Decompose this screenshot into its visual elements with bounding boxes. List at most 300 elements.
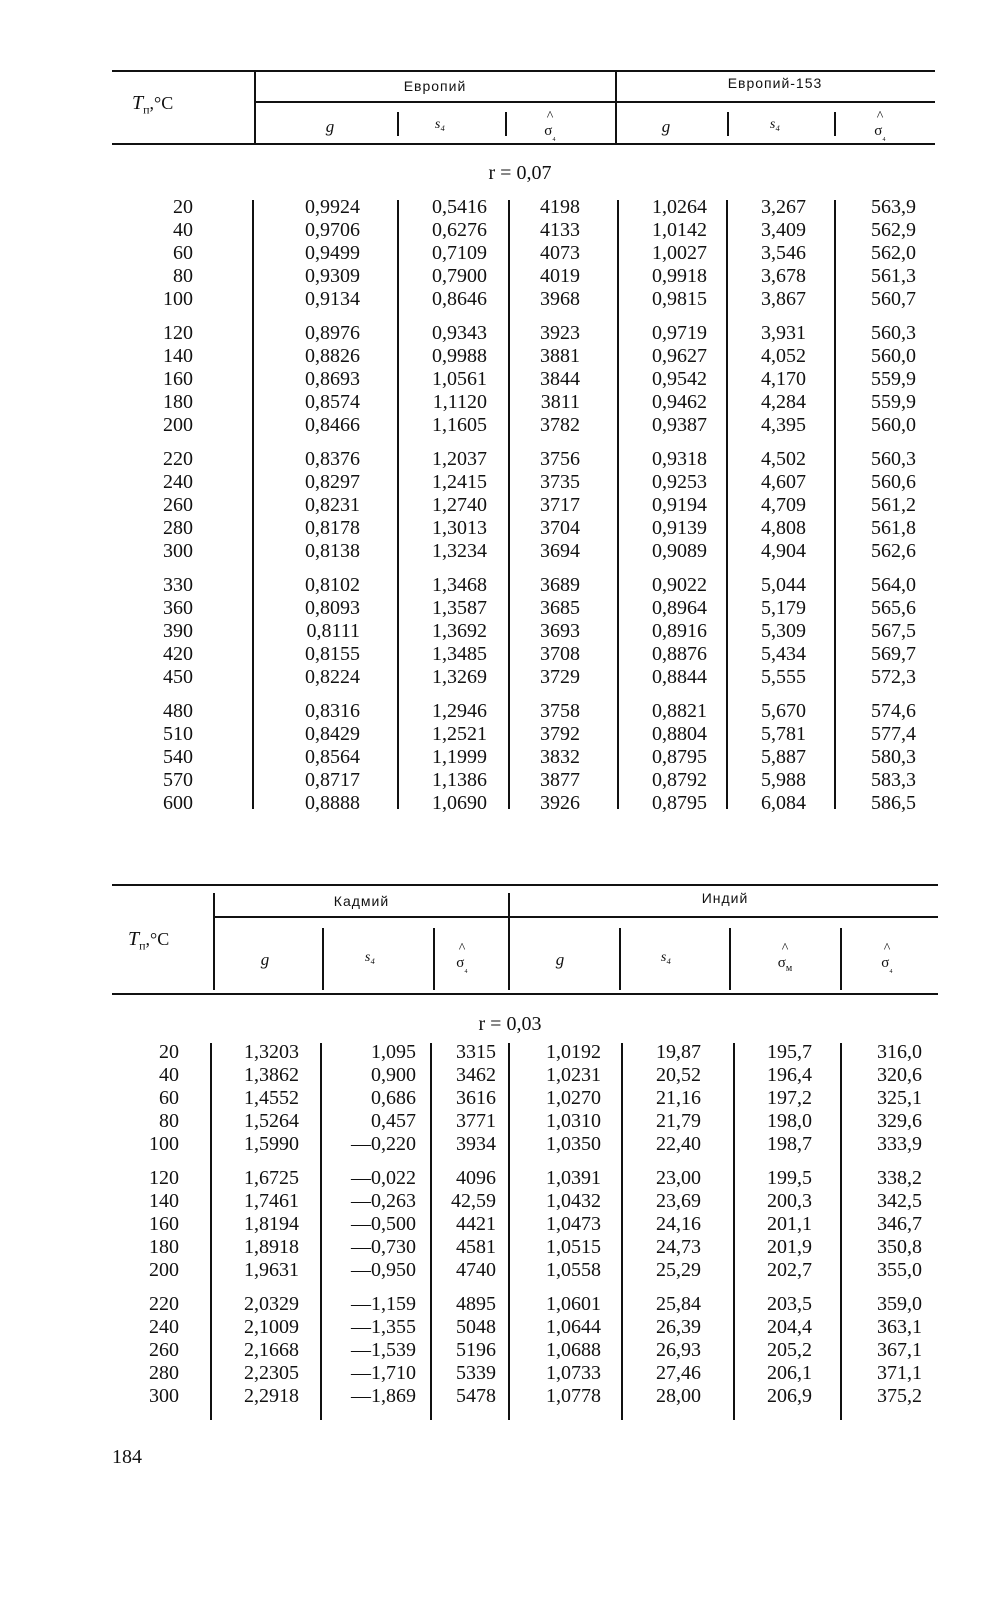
table-cell: 3694 bbox=[540, 540, 580, 562]
table-cell: —0,263 bbox=[351, 1190, 416, 1212]
table-cell: 26,39 bbox=[656, 1316, 701, 1338]
temperature-cell: 40 bbox=[173, 219, 193, 241]
table-cell: 583,3 bbox=[871, 769, 916, 791]
table-cell: 0,9719 bbox=[652, 322, 707, 344]
table2-col-sigma4-indium: ^ $\sigma_{_4}$ bbox=[881, 941, 893, 974]
table-cell: 560,0 bbox=[871, 414, 916, 436]
temperature-cell: 60 bbox=[173, 242, 193, 264]
table-cell: 572,3 bbox=[871, 666, 916, 688]
table-cell: 0,8876 bbox=[652, 643, 707, 665]
table-cell: 1,3013 bbox=[432, 517, 487, 539]
table-cell: 201,9 bbox=[767, 1236, 812, 1258]
table-cell: 0,8888 bbox=[305, 792, 360, 814]
table-cell: 1,3269 bbox=[432, 666, 487, 688]
table1-row-header: $T_п,^\circ С$ bbox=[132, 92, 174, 117]
temperature-cell: 280 bbox=[149, 1362, 179, 1384]
table-cell: 1,3862 bbox=[244, 1064, 299, 1086]
table-cell: 0,9387 bbox=[652, 414, 707, 436]
temperature-cell: 220 bbox=[163, 448, 193, 470]
temperature-cell: 360 bbox=[163, 597, 193, 619]
table-cell: 1,2037 bbox=[432, 448, 487, 470]
table-cell: 559,9 bbox=[871, 391, 916, 413]
table-cell: 206,1 bbox=[767, 1362, 812, 1384]
table-cell: 27,46 bbox=[656, 1362, 701, 1384]
table1-col-s4: s₄ bbox=[434, 117, 446, 132]
table-cell: 562,6 bbox=[871, 540, 916, 562]
table-cell: 204,4 bbox=[767, 1316, 812, 1338]
table-cell: 4581 bbox=[456, 1236, 496, 1258]
table2-header-divider bbox=[840, 928, 842, 990]
table1-col-g: g bbox=[325, 117, 335, 136]
table-cell: 205,2 bbox=[767, 1339, 812, 1361]
table2-body-divider bbox=[508, 1043, 510, 1420]
table-cell: 3462 bbox=[456, 1064, 496, 1086]
table-cell: 3877 bbox=[540, 769, 580, 791]
table-cell: 3,546 bbox=[761, 242, 806, 264]
table-cell: 1,0561 bbox=[432, 368, 487, 390]
table-cell: 5339 bbox=[456, 1362, 496, 1384]
table-cell: 196,4 bbox=[767, 1064, 812, 1086]
table-cell: 3881 bbox=[540, 345, 580, 367]
table-cell: 24,16 bbox=[656, 1213, 701, 1235]
table-cell: 1,0432 bbox=[546, 1190, 601, 1212]
table-cell: 3756 bbox=[540, 448, 580, 470]
temperature-cell: 240 bbox=[163, 471, 193, 493]
table-cell: 3729 bbox=[540, 666, 580, 688]
table-cell: 0,7109 bbox=[432, 242, 487, 264]
table-cell: 4,607 bbox=[761, 471, 806, 493]
table-cell: 4019 bbox=[540, 265, 580, 287]
table-cell: 5,044 bbox=[761, 574, 806, 596]
table-cell: 25,84 bbox=[656, 1293, 701, 1315]
temperature-cell: 140 bbox=[149, 1190, 179, 1212]
table-cell: 3,867 bbox=[761, 288, 806, 310]
table-cell: 2,0329 bbox=[244, 1293, 299, 1315]
temperature-cell: 480 bbox=[163, 700, 193, 722]
table-cell: 198,0 bbox=[767, 1110, 812, 1132]
table2-group-rule bbox=[215, 916, 938, 918]
table-cell: 4,502 bbox=[761, 448, 806, 470]
table-cell: 3792 bbox=[540, 723, 580, 745]
table-cell: 1,1605 bbox=[432, 414, 487, 436]
table-cell: 1,3587 bbox=[432, 597, 487, 619]
table-cell: 567,5 bbox=[871, 620, 916, 642]
table2-group-cadmium: Кадмий bbox=[333, 893, 390, 909]
table-cell: 1,2521 bbox=[432, 723, 487, 745]
table2-header-divider bbox=[508, 893, 510, 990]
temperature-cell: 100 bbox=[163, 288, 193, 310]
table-cell: 1,3203 bbox=[244, 1041, 299, 1063]
table-cell: 1,8194 bbox=[244, 1213, 299, 1235]
table-cell: 1,0310 bbox=[546, 1110, 601, 1132]
temperature-cell: 330 bbox=[163, 574, 193, 596]
table-cell: 0,8093 bbox=[305, 597, 360, 619]
table1-col-sigma4: ^ $\sigma_{_4}$ bbox=[544, 109, 556, 142]
table-cell: —0,730 bbox=[351, 1236, 416, 1258]
table-cell: 4421 bbox=[456, 1213, 496, 1235]
table1-group-europium: Европий bbox=[403, 78, 467, 94]
table-cell: 3616 bbox=[456, 1087, 496, 1109]
table-cell: 1,0644 bbox=[546, 1316, 601, 1338]
table-cell: 320,6 bbox=[877, 1064, 922, 1086]
table-cell: 0,8138 bbox=[305, 540, 360, 562]
table-cell: 0,8693 bbox=[305, 368, 360, 390]
table-cell: 20,52 bbox=[656, 1064, 701, 1086]
table-cell: 0,9309 bbox=[305, 265, 360, 287]
temperature-cell: 120 bbox=[149, 1167, 179, 1189]
page-number: 184 bbox=[112, 1446, 142, 1468]
table-cell: 577,4 bbox=[871, 723, 916, 745]
table1-header-divider bbox=[834, 112, 836, 136]
table-cell: 24,73 bbox=[656, 1236, 701, 1258]
temperature-cell: 120 bbox=[163, 322, 193, 344]
table-cell: 561,8 bbox=[871, 517, 916, 539]
table-cell: 562,9 bbox=[871, 219, 916, 241]
table-cell: 346,7 bbox=[877, 1213, 922, 1235]
temperature-cell: 20 bbox=[173, 196, 193, 218]
table2-col-s4-indium: s₄ bbox=[660, 950, 672, 965]
table1-header-divider bbox=[397, 112, 399, 136]
table-cell: 2,2918 bbox=[244, 1385, 299, 1407]
table-cell: 1,9631 bbox=[244, 1259, 299, 1281]
temperature-cell: 260 bbox=[163, 494, 193, 516]
table-cell: —0,500 bbox=[351, 1213, 416, 1235]
temperature-cell: 220 bbox=[149, 1293, 179, 1315]
table-cell: —1,710 bbox=[351, 1362, 416, 1384]
table-cell: 1,0558 bbox=[546, 1259, 601, 1281]
table-cell: 0,9918 bbox=[652, 265, 707, 287]
table-cell: 0,9499 bbox=[305, 242, 360, 264]
table-cell: 560,6 bbox=[871, 471, 916, 493]
table-cell: 1,7461 bbox=[244, 1190, 299, 1212]
table-cell: 1,0270 bbox=[546, 1087, 601, 1109]
table-cell: 25,29 bbox=[656, 1259, 701, 1281]
table-cell: 0,8231 bbox=[305, 494, 360, 516]
table-cell: 338,2 bbox=[877, 1167, 922, 1189]
table-cell: 19,87 bbox=[656, 1041, 701, 1063]
temperature-cell: 240 bbox=[149, 1316, 179, 1338]
table-cell: 0,8804 bbox=[652, 723, 707, 745]
table1-col-s4-153: s₄ bbox=[769, 117, 781, 132]
table-cell: 4895 bbox=[456, 1293, 496, 1315]
temperature-cell: 280 bbox=[163, 517, 193, 539]
table-cell: 1,5990 bbox=[244, 1133, 299, 1155]
temperature-cell: 420 bbox=[163, 643, 193, 665]
table-cell: 1,3468 bbox=[432, 574, 487, 596]
temperature-cell: 300 bbox=[163, 540, 193, 562]
table-cell: 342,5 bbox=[877, 1190, 922, 1212]
table-cell: 333,9 bbox=[877, 1133, 922, 1155]
table-cell: 5,781 bbox=[761, 723, 806, 745]
table-cell: 0,8844 bbox=[652, 666, 707, 688]
temperature-cell: 510 bbox=[163, 723, 193, 745]
table1-group-rule bbox=[255, 101, 935, 103]
table-cell: 3685 bbox=[540, 597, 580, 619]
table-cell: 203,5 bbox=[767, 1293, 812, 1315]
table-cell: 0,9462 bbox=[652, 391, 707, 413]
table2-group-indium: Индий bbox=[701, 890, 749, 906]
table-cell: —0,022 bbox=[351, 1167, 416, 1189]
table-cell: 198,7 bbox=[767, 1133, 812, 1155]
table-cell: 559,9 bbox=[871, 368, 916, 390]
table-cell: 4,808 bbox=[761, 517, 806, 539]
table-cell: 1,6725 bbox=[244, 1167, 299, 1189]
table-cell: 3704 bbox=[540, 517, 580, 539]
table-cell: 0,8466 bbox=[305, 414, 360, 436]
table-cell: 0,8964 bbox=[652, 597, 707, 619]
table-cell: 21,16 bbox=[656, 1087, 701, 1109]
table-cell: 4198 bbox=[540, 196, 580, 218]
table-cell: 1,2415 bbox=[432, 471, 487, 493]
table2-header-bottom-rule bbox=[112, 993, 938, 995]
temperature-cell: 80 bbox=[173, 265, 193, 287]
table-cell: 560,3 bbox=[871, 448, 916, 470]
table-cell: —1,355 bbox=[351, 1316, 416, 1338]
table-cell: 4,052 bbox=[761, 345, 806, 367]
table-cell: 0,8297 bbox=[305, 471, 360, 493]
table-cell: 28,00 bbox=[656, 1385, 701, 1407]
table-cell: 4,395 bbox=[761, 414, 806, 436]
table-cell: 0,8826 bbox=[305, 345, 360, 367]
table1-r-label: r = 0,07 bbox=[488, 162, 552, 184]
table-cell: 0,9924 bbox=[305, 196, 360, 218]
table-cell: 0,8574 bbox=[305, 391, 360, 413]
table1-header-divider bbox=[505, 112, 507, 136]
table-cell: 199,5 bbox=[767, 1167, 812, 1189]
table-cell: 560,3 bbox=[871, 322, 916, 344]
table-cell: 4,904 bbox=[761, 540, 806, 562]
table-cell: 3,931 bbox=[761, 322, 806, 344]
table-cell: 0,8792 bbox=[652, 769, 707, 791]
table-cell: 316,0 bbox=[877, 1041, 922, 1063]
table-cell: 560,0 bbox=[871, 345, 916, 367]
table-cell: 23,00 bbox=[656, 1167, 701, 1189]
table-cell: 5,887 bbox=[761, 746, 806, 768]
table1-col-g-153: g bbox=[661, 117, 671, 136]
table-cell: 0,8795 bbox=[652, 792, 707, 814]
table-cell: 0,8916 bbox=[652, 620, 707, 642]
table-cell: 0,8429 bbox=[305, 723, 360, 745]
table-cell: 195,7 bbox=[767, 1041, 812, 1063]
table-cell: 5,309 bbox=[761, 620, 806, 642]
temperature-cell: 160 bbox=[163, 368, 193, 390]
table-cell: 0,8717 bbox=[305, 769, 360, 791]
table-cell: 21,79 bbox=[656, 1110, 701, 1132]
temperature-cell: 80 bbox=[159, 1110, 179, 1132]
table1-top-rule bbox=[112, 70, 935, 72]
table-cell: 1,3485 bbox=[432, 643, 487, 665]
table-cell: 0,9542 bbox=[652, 368, 707, 390]
table1-body-divider bbox=[252, 200, 254, 809]
table-cell: 4096 bbox=[456, 1167, 496, 1189]
table-cell: 367,1 bbox=[877, 1339, 922, 1361]
table-cell: 0,9343 bbox=[432, 322, 487, 344]
table-cell: 565,6 bbox=[871, 597, 916, 619]
table-cell: 3,409 bbox=[761, 219, 806, 241]
table-cell: 2,1668 bbox=[244, 1339, 299, 1361]
table-cell: 0,457 bbox=[371, 1110, 416, 1132]
table-cell: 3771 bbox=[456, 1110, 496, 1132]
table-cell: 2,2305 bbox=[244, 1362, 299, 1384]
table2-r-label: r = 0,03 bbox=[478, 1013, 542, 1035]
table-cell: 26,93 bbox=[656, 1339, 701, 1361]
table-cell: 1,0027 bbox=[652, 242, 707, 264]
table-cell: —0,220 bbox=[351, 1133, 416, 1155]
table-cell: 3926 bbox=[540, 792, 580, 814]
temperature-cell: 200 bbox=[149, 1259, 179, 1281]
temperature-cell: 450 bbox=[163, 666, 193, 688]
table-cell: 4740 bbox=[456, 1259, 496, 1281]
table-cell: 22,40 bbox=[656, 1133, 701, 1155]
table-cell: 0,9134 bbox=[305, 288, 360, 310]
table-cell: 2,1009 bbox=[244, 1316, 299, 1338]
table-cell: 1,3234 bbox=[432, 540, 487, 562]
table-cell: 202,7 bbox=[767, 1259, 812, 1281]
table-cell: 0,8976 bbox=[305, 322, 360, 344]
table-cell: 4073 bbox=[540, 242, 580, 264]
table-cell: 1,0733 bbox=[546, 1362, 601, 1384]
table-cell: 375,2 bbox=[877, 1385, 922, 1407]
table2-col-sigma4: ^ $\sigma_{_4}$ bbox=[456, 941, 468, 974]
table1-body-divider bbox=[617, 200, 619, 809]
table-cell: 3708 bbox=[540, 643, 580, 665]
temperature-cell: 20 bbox=[159, 1041, 179, 1063]
table-cell: 0,8564 bbox=[305, 746, 360, 768]
table1-body-divider bbox=[508, 200, 510, 809]
table2-body-divider bbox=[840, 1043, 842, 1420]
table-cell: 0,6276 bbox=[432, 219, 487, 241]
table-cell: 1,0601 bbox=[546, 1293, 601, 1315]
table-cell: 3315 bbox=[456, 1041, 496, 1063]
table-cell: 0,7900 bbox=[432, 265, 487, 287]
temperature-cell: 180 bbox=[149, 1236, 179, 1258]
table-cell: 561,2 bbox=[871, 494, 916, 516]
table-cell: 0,8178 bbox=[305, 517, 360, 539]
table-cell: 561,3 bbox=[871, 265, 916, 287]
table-cell: 3934 bbox=[456, 1133, 496, 1155]
table-cell: 3844 bbox=[540, 368, 580, 390]
table-cell: 586,5 bbox=[871, 792, 916, 814]
table-cell: 0,8795 bbox=[652, 746, 707, 768]
table2-body-divider bbox=[430, 1043, 432, 1420]
temperature-cell: 100 bbox=[149, 1133, 179, 1155]
table-cell: 206,9 bbox=[767, 1385, 812, 1407]
temperature-cell: 200 bbox=[163, 414, 193, 436]
table-cell: 1,0142 bbox=[652, 219, 707, 241]
table-cell: 0,9139 bbox=[652, 517, 707, 539]
table2-header-divider bbox=[619, 928, 621, 990]
table2-col-g-indium: g bbox=[555, 950, 565, 969]
temperature-cell: 570 bbox=[163, 769, 193, 791]
table-cell: 355,0 bbox=[877, 1259, 922, 1281]
table-cell: 3,267 bbox=[761, 196, 806, 218]
table-cell: 325,1 bbox=[877, 1087, 922, 1109]
table-cell: 3811 bbox=[540, 391, 580, 413]
table-cell: 5,555 bbox=[761, 666, 806, 688]
table-cell: —1,539 bbox=[351, 1339, 416, 1361]
table-cell: 5,988 bbox=[761, 769, 806, 791]
table-cell: 580,3 bbox=[871, 746, 916, 768]
table-cell: 1,095 bbox=[371, 1041, 416, 1063]
table-cell: 5,179 bbox=[761, 597, 806, 619]
table2-body-divider bbox=[733, 1043, 735, 1420]
table-cell: 1,0192 bbox=[546, 1041, 601, 1063]
table1-group-europium-153: Европий-153 bbox=[727, 75, 823, 91]
table-cell: 1,0473 bbox=[546, 1213, 601, 1235]
table2-header-divider bbox=[322, 928, 324, 990]
table-cell: 1,0688 bbox=[546, 1339, 601, 1361]
table-cell: 0,9706 bbox=[305, 219, 360, 241]
table-cell: 5196 bbox=[456, 1339, 496, 1361]
table-cell: 6,084 bbox=[761, 792, 806, 814]
table-cell: 0,9988 bbox=[432, 345, 487, 367]
table1-body-divider bbox=[726, 200, 728, 809]
table-cell: 560,7 bbox=[871, 288, 916, 310]
table-cell: 1,2740 bbox=[432, 494, 487, 516]
table-cell: 0,8155 bbox=[305, 643, 360, 665]
table2-top-rule bbox=[112, 884, 938, 886]
table-cell: 4,170 bbox=[761, 368, 806, 390]
table-cell: 3782 bbox=[540, 414, 580, 436]
temperature-cell: 140 bbox=[163, 345, 193, 367]
table-cell: 4133 bbox=[540, 219, 580, 241]
table-cell: 0,9194 bbox=[652, 494, 707, 516]
table-cell: 0,900 bbox=[371, 1064, 416, 1086]
table2-body-divider bbox=[210, 1043, 212, 1420]
table2-col-s4: s₄ bbox=[364, 950, 376, 965]
table-cell: 1,1386 bbox=[432, 769, 487, 791]
table-cell: 3717 bbox=[540, 494, 580, 516]
table-cell: 1,3692 bbox=[432, 620, 487, 642]
table-cell: 1,2946 bbox=[432, 700, 487, 722]
table-cell: 0,9627 bbox=[652, 345, 707, 367]
temperature-cell: 390 bbox=[163, 620, 193, 642]
table-cell: 4,284 bbox=[761, 391, 806, 413]
table-cell: 359,0 bbox=[877, 1293, 922, 1315]
table-cell: 3693 bbox=[540, 620, 580, 642]
table-cell: 3923 bbox=[540, 322, 580, 344]
table2-body-divider bbox=[621, 1043, 623, 1420]
temperature-cell: 40 bbox=[159, 1064, 179, 1086]
table2-col-g: g bbox=[260, 950, 270, 969]
table1-col-sigma4-153: ^ $\sigma_{_4}$ bbox=[874, 109, 886, 142]
table-cell: 0,5416 bbox=[432, 196, 487, 218]
table-cell: —1,869 bbox=[351, 1385, 416, 1407]
table1-body-divider bbox=[397, 200, 399, 809]
table2-header-divider bbox=[729, 928, 731, 990]
table-cell: 23,69 bbox=[656, 1190, 701, 1212]
table2-col-sigma-m: ^ $\sigma_м$ bbox=[777, 941, 793, 974]
table-cell: 1,0515 bbox=[546, 1236, 601, 1258]
table-cell: 42,59 bbox=[451, 1190, 496, 1212]
table-cell: 0,8111 bbox=[306, 620, 360, 642]
table-cell: 0,8102 bbox=[305, 574, 360, 596]
table-cell: 0,9318 bbox=[652, 448, 707, 470]
table-cell: 0,8376 bbox=[305, 448, 360, 470]
table-cell: 0,8316 bbox=[305, 700, 360, 722]
table-cell: 564,0 bbox=[871, 574, 916, 596]
table-cell: 1,0690 bbox=[432, 792, 487, 814]
table-cell: 3832 bbox=[540, 746, 580, 768]
table-cell: 1,8918 bbox=[244, 1236, 299, 1258]
temperature-cell: 600 bbox=[163, 792, 193, 814]
temperature-cell: 300 bbox=[149, 1385, 179, 1407]
table1-header-divider bbox=[727, 112, 729, 136]
table-cell: 3,678 bbox=[761, 265, 806, 287]
table-cell: 371,1 bbox=[877, 1362, 922, 1384]
table-cell: 0,8646 bbox=[432, 288, 487, 310]
table-cell: 1,0231 bbox=[546, 1064, 601, 1086]
